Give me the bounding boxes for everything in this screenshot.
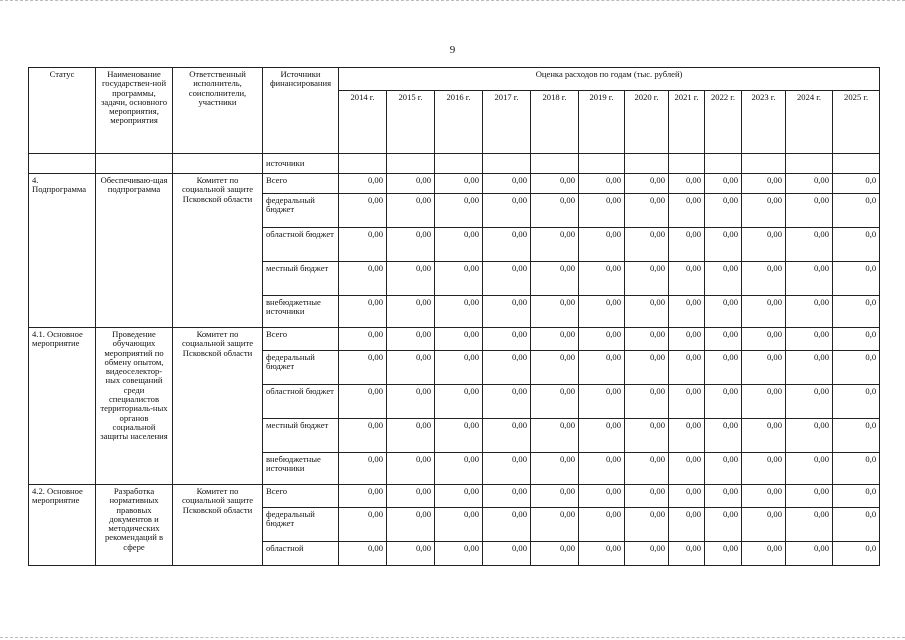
header-year: 2023 г. <box>742 91 786 154</box>
value-cell: 0,0 <box>833 328 880 351</box>
value-cell: 0,00 <box>669 328 705 351</box>
value-cell: 0,00 <box>705 351 742 385</box>
value-cell: 0,0 <box>833 228 880 262</box>
value-cell: 0,00 <box>435 508 483 542</box>
value-cell: 0,00 <box>669 485 705 508</box>
value-cell: 0,00 <box>339 174 387 194</box>
value-cell: 0,0 <box>833 508 880 542</box>
value-cell: 0,00 <box>742 228 786 262</box>
value-cell: 0,0 <box>833 419 880 453</box>
value-cell: 0,00 <box>435 542 483 566</box>
budget-table <box>28 67 880 566</box>
value-cell: 0,00 <box>339 351 387 385</box>
value-cell: 0,0 <box>833 485 880 508</box>
source-cell: местный бюджет <box>263 262 339 296</box>
value-cell: 0,00 <box>579 508 625 542</box>
value-cell: 0,00 <box>435 296 483 328</box>
value-cell: 0,00 <box>786 453 833 485</box>
value-cell: 0,00 <box>742 296 786 328</box>
responsible-cell: Комитет по социальной защите Псковской области <box>173 174 263 328</box>
header-year: 2021 г. <box>669 91 705 154</box>
value-cell: 0,00 <box>579 328 625 351</box>
value-cell: 0,00 <box>435 328 483 351</box>
table-row <box>29 174 880 194</box>
value-cell: 0,00 <box>579 351 625 385</box>
value-cell: 0,00 <box>786 351 833 385</box>
value-cell: 0,00 <box>483 508 531 542</box>
value-cell: 0,0 <box>833 296 880 328</box>
empty-cell <box>833 154 880 174</box>
value-cell: 0,00 <box>387 351 435 385</box>
value-cell: 0,00 <box>669 508 705 542</box>
value-cell: 0,00 <box>625 453 669 485</box>
value-cell: 0,00 <box>531 296 579 328</box>
value-cell: 0,00 <box>625 328 669 351</box>
value-cell: 0,00 <box>483 453 531 485</box>
value-cell: 0,00 <box>705 262 742 296</box>
value-cell: 0,0 <box>833 351 880 385</box>
value-cell: 0,00 <box>339 385 387 419</box>
value-cell: 0,00 <box>625 542 669 566</box>
value-cell: 0,0 <box>833 262 880 296</box>
source-cell: областной <box>263 542 339 566</box>
empty-cell <box>705 154 742 174</box>
value-cell: 0,00 <box>483 351 531 385</box>
name-cell: Разработка нормативных правовых документов и методических рекомендаций в сфере <box>96 485 173 566</box>
value-cell: 0,00 <box>705 328 742 351</box>
value-cell: 0,00 <box>705 174 742 194</box>
responsible-cell: Комитет по социальной защите Псковской области <box>173 328 263 485</box>
table-row <box>29 485 880 508</box>
value-cell: 0,00 <box>531 485 579 508</box>
value-cell: 0,00 <box>669 542 705 566</box>
value-cell: 0,00 <box>339 485 387 508</box>
value-cell: 0,0 <box>833 385 880 419</box>
empty-cell <box>742 154 786 174</box>
value-cell: 0,00 <box>625 385 669 419</box>
status-cell: 4.2. Основное мероприятие <box>29 485 96 566</box>
value-cell: 0,00 <box>387 296 435 328</box>
source-cell: областной бюджет <box>263 385 339 419</box>
value-cell: 0,00 <box>435 228 483 262</box>
value-cell: 0,00 <box>742 262 786 296</box>
value-cell: 0,00 <box>387 262 435 296</box>
empty-cell <box>96 154 173 174</box>
value-cell: 0,00 <box>742 508 786 542</box>
scan-edge-bottom <box>0 634 905 638</box>
value-cell: 0,00 <box>669 351 705 385</box>
value-cell: 0,00 <box>579 419 625 453</box>
responsible-cell: Комитет по социальной защите Псковской области <box>173 485 263 566</box>
value-cell: 0,00 <box>705 485 742 508</box>
value-cell: 0,00 <box>786 419 833 453</box>
value-cell: 0,00 <box>483 542 531 566</box>
value-cell: 0,00 <box>483 328 531 351</box>
value-cell: 0,00 <box>435 419 483 453</box>
value-cell: 0,00 <box>387 194 435 228</box>
value-cell: 0,00 <box>669 296 705 328</box>
source-cell: внебюджетные источники <box>263 453 339 485</box>
source-cell: областной бюджет <box>263 228 339 262</box>
source-cell: федеральный бюджет <box>263 194 339 228</box>
name-cell: Обеспечиваю-щая подпрограмма <box>96 174 173 328</box>
header-year: 2025 г. <box>833 91 880 154</box>
source-cell: Всего <box>263 328 339 351</box>
value-cell: 0,00 <box>705 419 742 453</box>
value-cell: 0,00 <box>531 419 579 453</box>
value-cell: 0,00 <box>435 485 483 508</box>
header-year: 2016 г. <box>435 91 483 154</box>
value-cell: 0,00 <box>786 542 833 566</box>
empty-cell <box>435 154 483 174</box>
value-cell: 0,00 <box>786 328 833 351</box>
value-cell: 0,00 <box>579 453 625 485</box>
value-cell: 0,00 <box>579 296 625 328</box>
value-cell: 0,00 <box>435 453 483 485</box>
value-cell: 0,00 <box>483 262 531 296</box>
value-cell: 0,00 <box>339 328 387 351</box>
header-estimate: Оценка расходов по годам (тыс. рублей) <box>339 68 880 91</box>
value-cell: 0,00 <box>786 485 833 508</box>
value-cell: 0,00 <box>705 194 742 228</box>
value-cell: 0,00 <box>705 542 742 566</box>
value-cell: 0,00 <box>786 385 833 419</box>
value-cell: 0,00 <box>705 385 742 419</box>
table-row <box>29 328 880 351</box>
value-cell: 0,00 <box>531 542 579 566</box>
value-cell: 0,00 <box>625 296 669 328</box>
value-cell: 0,00 <box>531 328 579 351</box>
source-cell: федеральный бюджет <box>263 351 339 385</box>
value-cell: 0,00 <box>483 419 531 453</box>
value-cell: 0,00 <box>786 262 833 296</box>
value-cell: 0,00 <box>579 385 625 419</box>
value-cell: 0,00 <box>387 228 435 262</box>
value-cell: 0,00 <box>483 385 531 419</box>
value-cell: 0,00 <box>742 194 786 228</box>
header-year: 2022 г. <box>705 91 742 154</box>
source-cell: Всего <box>263 485 339 508</box>
value-cell: 0,00 <box>579 542 625 566</box>
value-cell: 0,00 <box>483 228 531 262</box>
source-cell: источники <box>263 154 339 174</box>
value-cell: 0,00 <box>625 194 669 228</box>
value-cell: 0,00 <box>483 174 531 194</box>
value-cell: 0,00 <box>579 485 625 508</box>
value-cell: 0,00 <box>625 419 669 453</box>
value-cell: 0,00 <box>387 453 435 485</box>
value-cell: 0,00 <box>705 508 742 542</box>
value-cell: 0,00 <box>625 262 669 296</box>
value-cell: 0,00 <box>625 351 669 385</box>
scan-edge-top <box>0 0 905 4</box>
source-cell: Всего <box>263 174 339 194</box>
value-cell: 0,00 <box>705 296 742 328</box>
source-cell: местный бюджет <box>263 419 339 453</box>
value-cell: 0,00 <box>705 453 742 485</box>
value-cell: 0,00 <box>339 542 387 566</box>
value-cell: 0,00 <box>786 296 833 328</box>
name-cell: Проведение обучающих мероприятий по обмену опытом, видеоселектор-ных совещаний среди специалистов территориаль-ных органов социальной защиты населения <box>96 328 173 485</box>
value-cell: 0,00 <box>339 453 387 485</box>
value-cell: 0,00 <box>742 485 786 508</box>
header-year: 2015 г. <box>387 91 435 154</box>
value-cell: 0,00 <box>387 385 435 419</box>
header-year: 2020 г. <box>625 91 669 154</box>
value-cell: 0,00 <box>579 174 625 194</box>
continuation-row <box>29 154 880 174</box>
value-cell: 0,00 <box>625 508 669 542</box>
value-cell: 0,00 <box>742 174 786 194</box>
value-cell: 0,0 <box>833 194 880 228</box>
value-cell: 0,00 <box>669 262 705 296</box>
header-year: 2019 г. <box>579 91 625 154</box>
value-cell: 0,00 <box>742 385 786 419</box>
value-cell: 0,00 <box>483 296 531 328</box>
value-cell: 0,00 <box>387 174 435 194</box>
value-cell: 0,00 <box>786 228 833 262</box>
value-cell: 0,00 <box>669 453 705 485</box>
value-cell: 0,00 <box>387 508 435 542</box>
header-status: Статус <box>29 68 96 154</box>
header-row-top <box>29 68 880 91</box>
value-cell: 0,00 <box>579 194 625 228</box>
value-cell: 0,00 <box>625 228 669 262</box>
value-cell: 0,00 <box>786 508 833 542</box>
empty-cell <box>483 154 531 174</box>
source-cell: внебюджетные источники <box>263 296 339 328</box>
value-cell: 0,00 <box>742 351 786 385</box>
value-cell: 0,00 <box>531 453 579 485</box>
value-cell: 0,00 <box>339 228 387 262</box>
value-cell: 0,00 <box>435 174 483 194</box>
status-cell: 4.1. Основное мероприятие <box>29 328 96 485</box>
page-number: 9 <box>449 44 456 56</box>
value-cell: 0,00 <box>531 385 579 419</box>
value-cell: 0,00 <box>742 453 786 485</box>
header-sources: Источники финансирования <box>263 68 339 154</box>
value-cell: 0,00 <box>669 194 705 228</box>
empty-cell <box>786 154 833 174</box>
value-cell: 0,00 <box>742 542 786 566</box>
value-cell: 0,00 <box>786 174 833 194</box>
value-cell: 0,00 <box>387 419 435 453</box>
value-cell: 0,00 <box>625 485 669 508</box>
value-cell: 0,00 <box>669 228 705 262</box>
value-cell: 0,00 <box>531 508 579 542</box>
value-cell: 0,00 <box>339 296 387 328</box>
value-cell: 0,00 <box>531 194 579 228</box>
header-year: 2014 г. <box>339 91 387 154</box>
value-cell: 0,00 <box>435 385 483 419</box>
value-cell: 0,00 <box>669 385 705 419</box>
value-cell: 0,00 <box>483 194 531 228</box>
empty-cell <box>531 154 579 174</box>
value-cell: 0,0 <box>833 174 880 194</box>
empty-cell <box>669 154 705 174</box>
empty-cell <box>339 154 387 174</box>
value-cell: 0,00 <box>669 419 705 453</box>
empty-cell <box>387 154 435 174</box>
value-cell: 0,00 <box>705 228 742 262</box>
value-cell: 0,00 <box>387 542 435 566</box>
value-cell: 0,00 <box>339 262 387 296</box>
value-cell: 0,00 <box>742 419 786 453</box>
value-cell: 0,00 <box>531 351 579 385</box>
value-cell: 0,0 <box>833 542 880 566</box>
value-cell: 0,00 <box>387 328 435 351</box>
value-cell: 0,00 <box>531 228 579 262</box>
source-cell: федеральный бюджет <box>263 508 339 542</box>
value-cell: 0,00 <box>531 262 579 296</box>
value-cell: 0,00 <box>435 351 483 385</box>
value-cell: 0,00 <box>531 174 579 194</box>
value-cell: 0,00 <box>339 194 387 228</box>
header-name: Наименование государствен-ной программы, задачи, основного мероприятия, мероприятия <box>96 68 173 154</box>
value-cell: 0,00 <box>483 485 531 508</box>
value-cell: 0,00 <box>669 174 705 194</box>
value-cell: 0,0 <box>833 453 880 485</box>
value-cell: 0,00 <box>435 262 483 296</box>
header-year: 2024 г. <box>786 91 833 154</box>
header-responsible: Ответственный исполнитель, соисполнители, участники <box>173 68 263 154</box>
value-cell: 0,00 <box>435 194 483 228</box>
value-cell: 0,00 <box>387 485 435 508</box>
header-year: 2018 г. <box>531 91 579 154</box>
value-cell: 0,00 <box>579 262 625 296</box>
value-cell: 0,00 <box>625 174 669 194</box>
value-cell: 0,00 <box>742 328 786 351</box>
empty-cell <box>579 154 625 174</box>
value-cell: 0,00 <box>339 419 387 453</box>
value-cell: 0,00 <box>786 194 833 228</box>
empty-cell <box>29 154 96 174</box>
value-cell: 0,00 <box>579 228 625 262</box>
status-cell: 4. Подпрограмма <box>29 174 96 328</box>
empty-cell <box>173 154 263 174</box>
empty-cell <box>625 154 669 174</box>
header-year: 2017 г. <box>483 91 531 154</box>
value-cell: 0,00 <box>339 508 387 542</box>
